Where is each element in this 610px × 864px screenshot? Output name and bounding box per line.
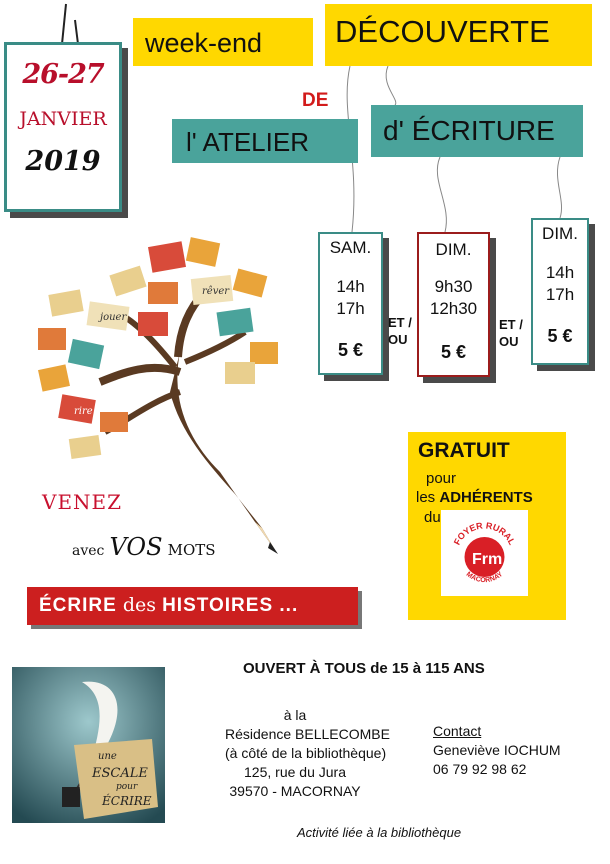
avec-vos-mots [72,533,216,561]
banner-histoires: HISTOIRES ... [162,595,299,616]
gratuit-adherents: ADHÉRENTS [439,489,533,506]
inkwell [62,787,80,807]
ouvert-a-tous: OUVERT À TOUS de 15 à 115 ANS [243,660,485,677]
tree-word-jouer: jouer [100,312,127,323]
avec-word: avec [72,543,105,559]
contact-name: Geneviève IOCHUM [433,742,561,758]
photo-ecrire: ÉCRIRE [102,794,152,808]
slot-day: SAM. [329,238,372,257]
contact-title: Contact [433,723,482,739]
gratuit-title: GRATUIT [418,439,510,462]
gratuit-du: du [424,509,441,526]
slot-saturday [318,232,383,375]
photo-pour: pour [116,782,138,792]
et-ou-line2: OU [388,332,408,347]
date-year: 2019 [25,146,101,177]
foyer-rural-logo [441,510,528,596]
date-days: 26-27 [22,59,104,90]
date-card [4,42,122,212]
vos-word: VOS [109,533,163,561]
et-ou-line2: OU [499,334,519,349]
title-ecriture: d' ÉCRITURE [371,105,583,157]
et-ou-2 [499,316,523,350]
mots-word: MOTS [167,541,216,559]
title-weekend: week-end [133,18,313,66]
slot-end: 12h30 [429,299,478,318]
svg-text:MACORNAY: MACORNAY [464,570,505,585]
slot-price: 5 € [337,340,364,360]
slot-day: DIM. [435,240,472,259]
svg-text:Frm: Frm [472,551,503,568]
slot-sunday-afternoon [531,218,589,365]
gratuit-pour: pour [426,470,457,487]
contact-phone: 06 79 92 98 62 [433,761,527,777]
title-atelier: l' ATELIER [172,119,358,163]
slot-start: 14h [545,263,575,282]
address-line3: (à côté de la bibliothèque) [225,745,387,761]
address-line5: 39570 - MACORNAY [229,783,361,799]
slot-price: 5 € [440,342,467,362]
et-ou-line1: ET / [388,315,412,330]
tree-word-rire: rire [74,406,93,417]
tree-word-rever: rêver [202,286,230,297]
et-ou-1 [388,314,412,348]
venez-text: VENEZ [42,490,123,514]
slot-sunday-morning [417,232,490,377]
slot-start: 14h [336,277,365,296]
ecrire-histoires-banner [27,587,358,625]
address-line2: Résidence BELLECOMBE [225,726,390,742]
slot-day: DIM. [542,224,578,243]
gratuit-adherents-line [416,489,533,506]
svg-text:FOYER RURAL: FOYER RURAL [451,520,518,547]
slot-start: 9h30 [434,277,473,296]
photo-escale: ESCALE [92,766,148,781]
title-decouverte: DÉCOUVERTE [325,4,592,66]
contact-block [433,722,561,779]
slot-price: 5 € [547,326,573,346]
photo-une: une [98,751,117,762]
banner-ecrire: ÉCRIRE [39,595,117,616]
gratuit-les: les [416,489,436,506]
activity-note: Activité liée à la bibliothèque [297,825,462,840]
slot-end: 17h [545,285,575,304]
banner-des: des [122,594,157,616]
address-line1: à la [283,707,307,723]
date-month: JANVIER [19,108,107,130]
quill-parchment-photo [12,667,165,823]
foyer-rural-logo-art [441,510,528,596]
title-de: DE [302,90,329,111]
slot-end: 17h [336,299,365,318]
address-block [225,706,390,801]
et-ou-line1: ET / [499,317,523,332]
address-line4: 125, rue du Jura [244,764,346,780]
